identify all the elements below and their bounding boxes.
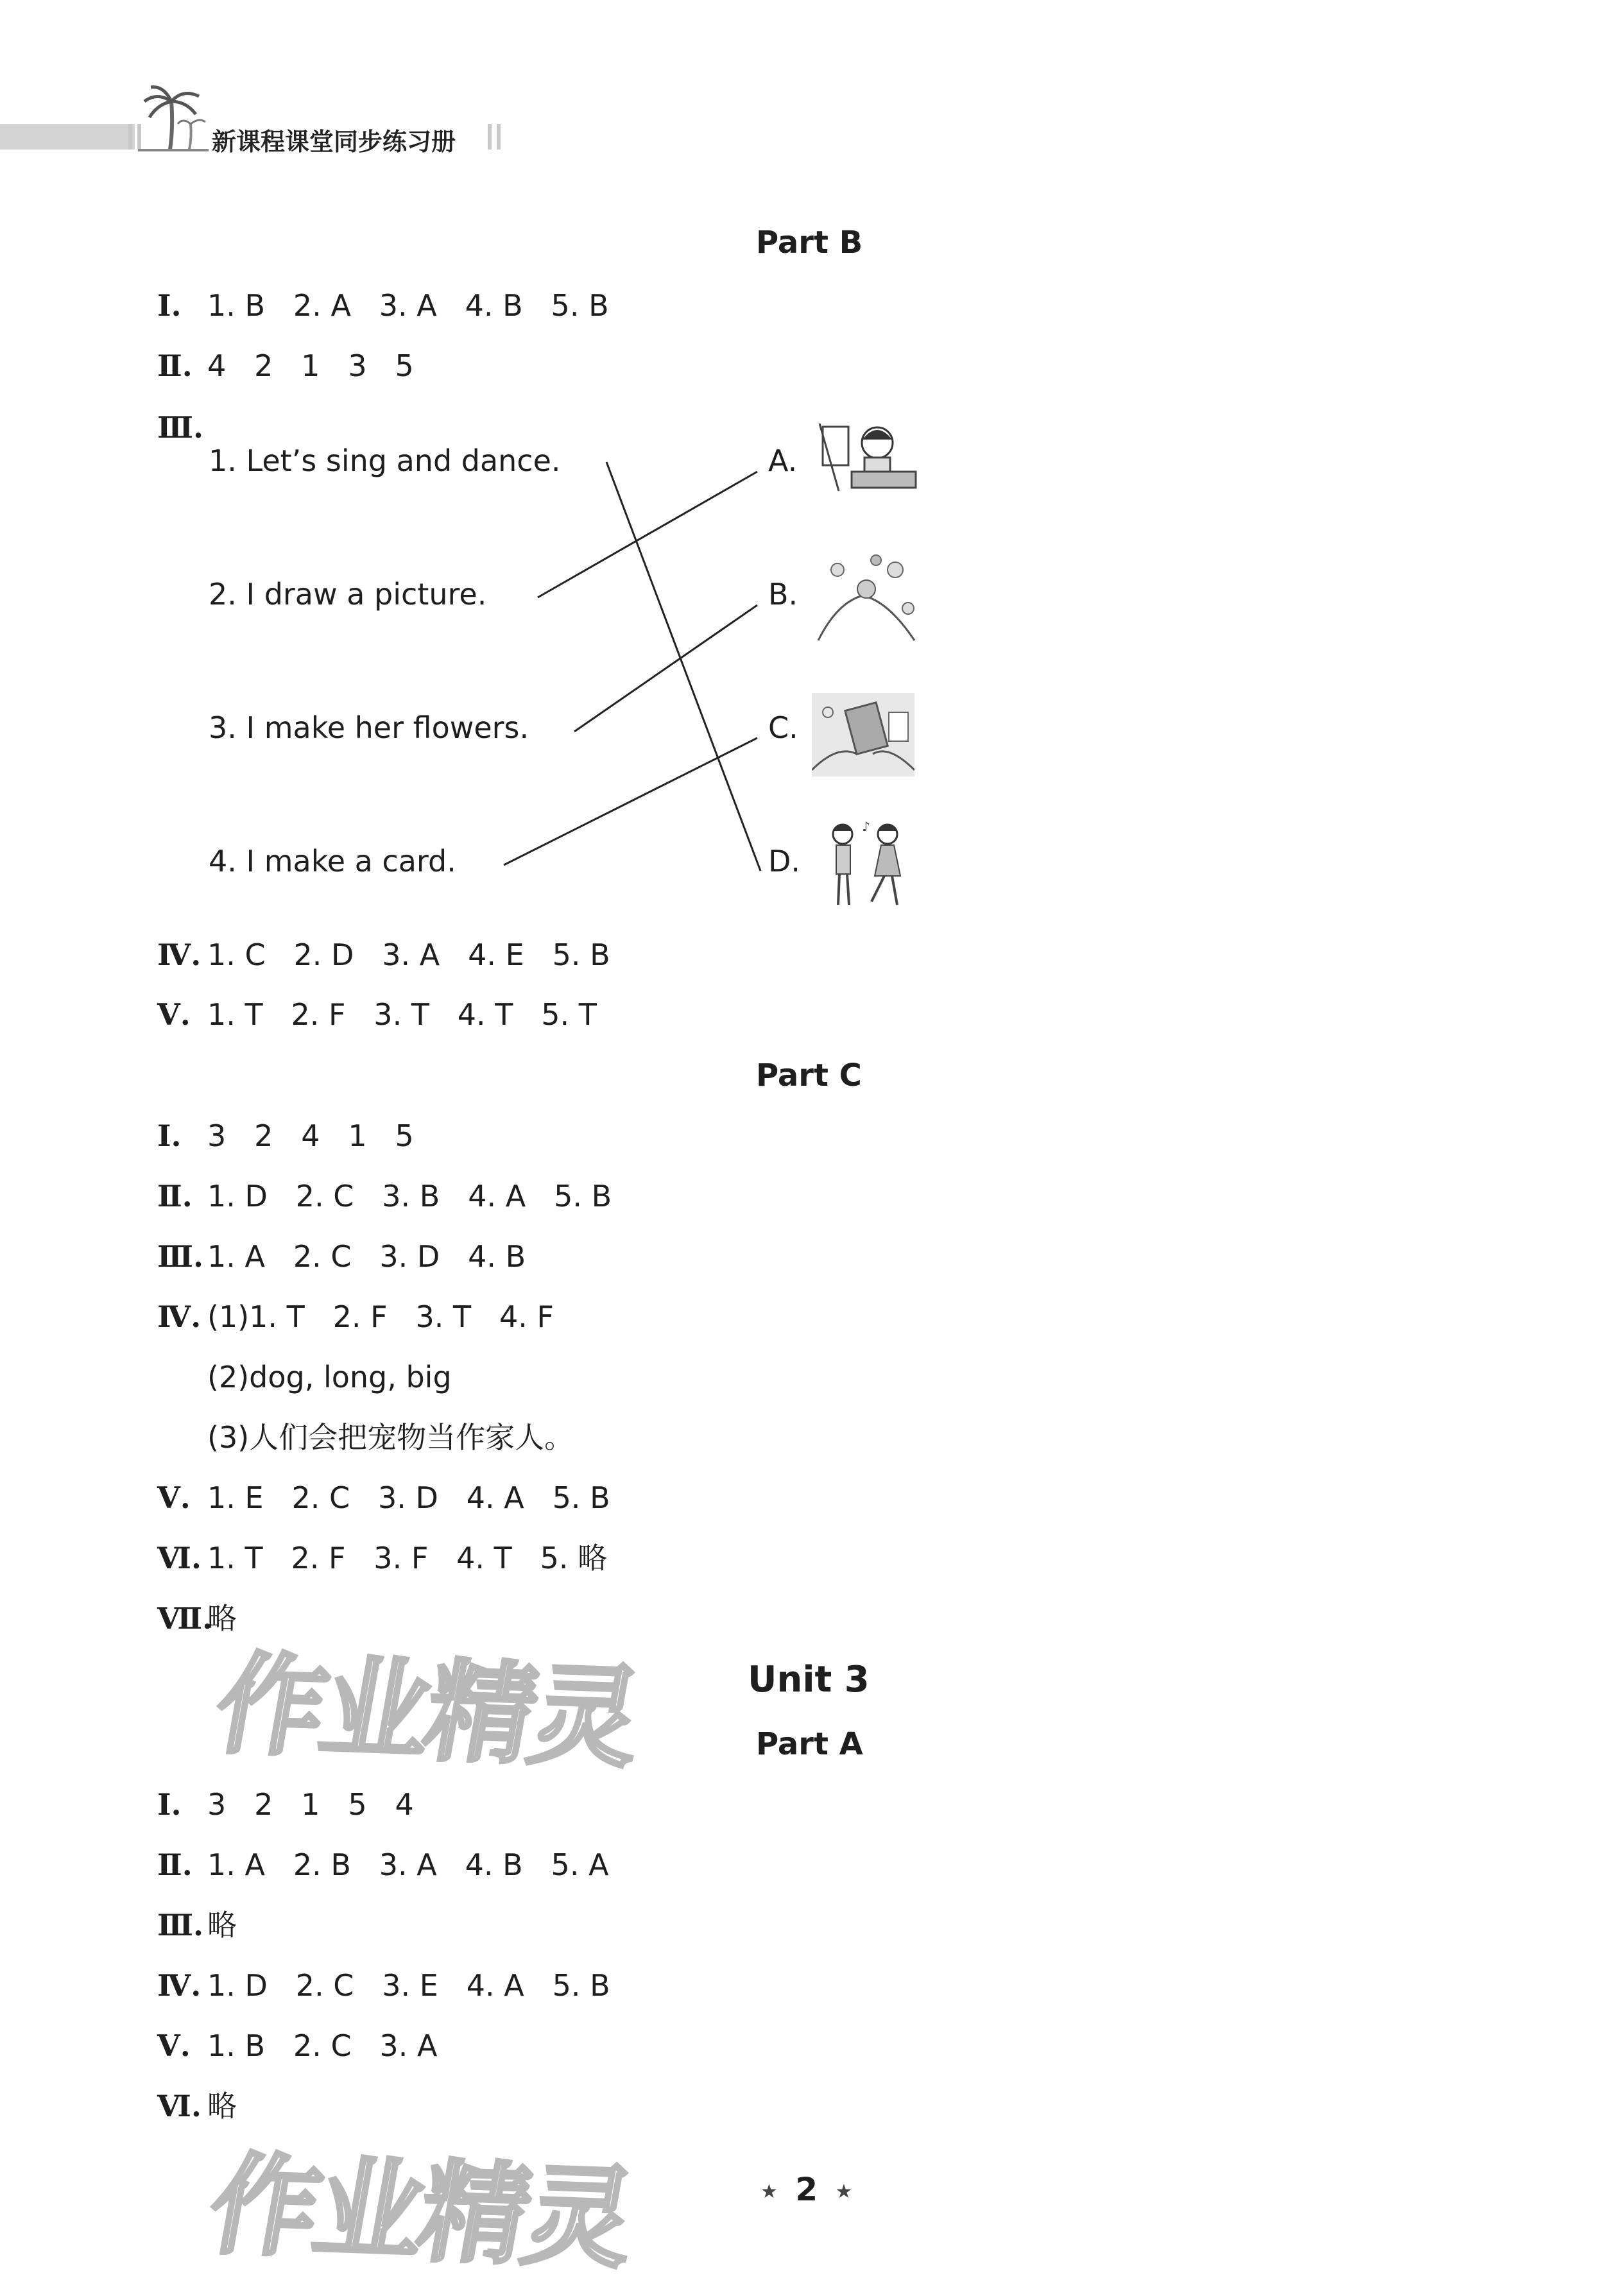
section-number: Ⅲ. [157,1239,204,1274]
watermark: 作业精灵 [206,1641,648,1783]
partC-section-4-part-3: (3)人们会把宠物当作家人。 [207,1420,574,1455]
star-icon: ★ [835,2180,853,2203]
section-number: Ⅳ. [157,938,202,972]
section-number: Ⅰ. [157,1118,182,1153]
partB-section-3-number: Ⅲ. [157,410,204,445]
section-number: Ⅰ. [157,288,182,323]
match-line-4-c [504,738,757,865]
answer-text: 1. T 2. F 3. T 4. T 5. T [207,997,597,1032]
partC-section-6 [157,1540,607,1576]
section-number: Ⅰ. [157,1787,182,1822]
section-number: Ⅱ. [157,1179,193,1213]
answer-text: (1)1. T 2. F 3. T 4. F [207,1299,554,1334]
answer-text: 4 2 1 3 5 [207,348,414,383]
answer-text: 略 [207,1601,237,1636]
matching-letter-a: A. [768,443,798,478]
section-number: Ⅴ. [157,2028,191,2063]
section-number: Ⅱ. [157,1847,193,1882]
part-b-heading: Part B [756,225,863,261]
answer-text: 1. A 2. B 3. A 4. B 5. A [207,1847,609,1882]
section-number: Ⅶ. [157,1601,213,1636]
part-c-heading: Part C [756,1058,862,1093]
match-line-1-d [606,462,760,871]
partB-section-5 [157,997,597,1032]
section-number: Ⅵ. [157,1541,202,1575]
watermark-bottom: 作业精灵 [200,2141,641,2284]
matching-sentence-3: 3. I make her flowers. [209,710,529,745]
answer-text: 3 2 4 1 5 [207,1118,414,1153]
unit3-section-3 [157,1907,237,1943]
answer-text: 3 2 1 5 4 [207,1787,414,1822]
matching-sentence-4: 4. I make a card. [209,844,456,878]
partC-section-3 [157,1238,526,1274]
answer-text: 1. E 2. C 3. D 4. A 5. B [207,1480,610,1515]
boy-painting-picture [816,420,919,497]
matching-sentence-2: 2. I draw a picture. [209,577,487,612]
partC-section-4-part-2: (2)dog, long, big [207,1360,452,1394]
hands-making-card-picture [812,693,914,776]
unit3-section-6 [157,2088,237,2124]
matching-letter-c: C. [768,710,798,745]
partC-section-7 [157,1600,237,1636]
section-number: Ⅵ. [157,2089,202,2123]
section-number: Ⅳ. [157,1299,202,1334]
unit3-part-a-heading: Part A [756,1726,863,1762]
section-number: Ⅳ. [157,1968,202,2003]
unit3-section-5 [157,2028,437,2064]
answer-text: 略 [207,1908,237,1942]
section-number: Ⅲ. [157,1908,204,1942]
answer-text: 1. C 2. D 3. A 4. E 5. B [207,938,610,972]
svg-text:♪: ♪ [862,819,870,834]
unit3-section-2 [157,1847,609,1883]
page-number: 2 [795,2171,818,2208]
unit-3-title: Unit 3 [748,1659,870,1701]
matching-letter-d: D. [768,844,801,878]
partC-section-1 [157,1118,414,1154]
matching-sentence-1: 1. Let’s sing and dance. [209,443,561,478]
star-icon: ★ [760,2180,778,2203]
answer-text: 1. B 2. C 3. A [207,2028,438,2063]
partC-section-4 [157,1299,554,1335]
match-line-2-a [538,472,757,597]
page-number-block [760,2171,852,2208]
partC-section-5 [157,1480,610,1516]
unit3-section-4 [157,1967,610,2003]
header-title: 新课程课堂同步练习册 [212,128,456,156]
answer-text: 1. D 2. C 3. E 4. A 5. B [207,1968,610,2003]
match-line-3-b [574,605,757,732]
answer-text: 1. D 2. C 3. B 4. A 5. B [207,1179,612,1213]
section-number: Ⅱ. [157,348,193,383]
answer-text: 1. A 2. C 3. D 4. B [207,1239,526,1274]
partC-section-2 [157,1178,612,1214]
answer-text: 1. T 2. F 3. F 4. T 5. 略 [207,1541,608,1575]
section-number: Ⅴ. [157,1480,191,1515]
unit3-section-1 [157,1786,414,1822]
answer-text: 略 [207,2089,237,2123]
children-singing-dancing-picture [814,818,920,908]
hands-with-flowers-picture [812,551,921,647]
answer-text: 1. B 2. A 3. A 4. B 5. B [207,288,609,323]
partB-section-4 [157,937,610,973]
section-number: Ⅴ. [157,997,191,1032]
matching-letter-b: B. [768,577,798,612]
